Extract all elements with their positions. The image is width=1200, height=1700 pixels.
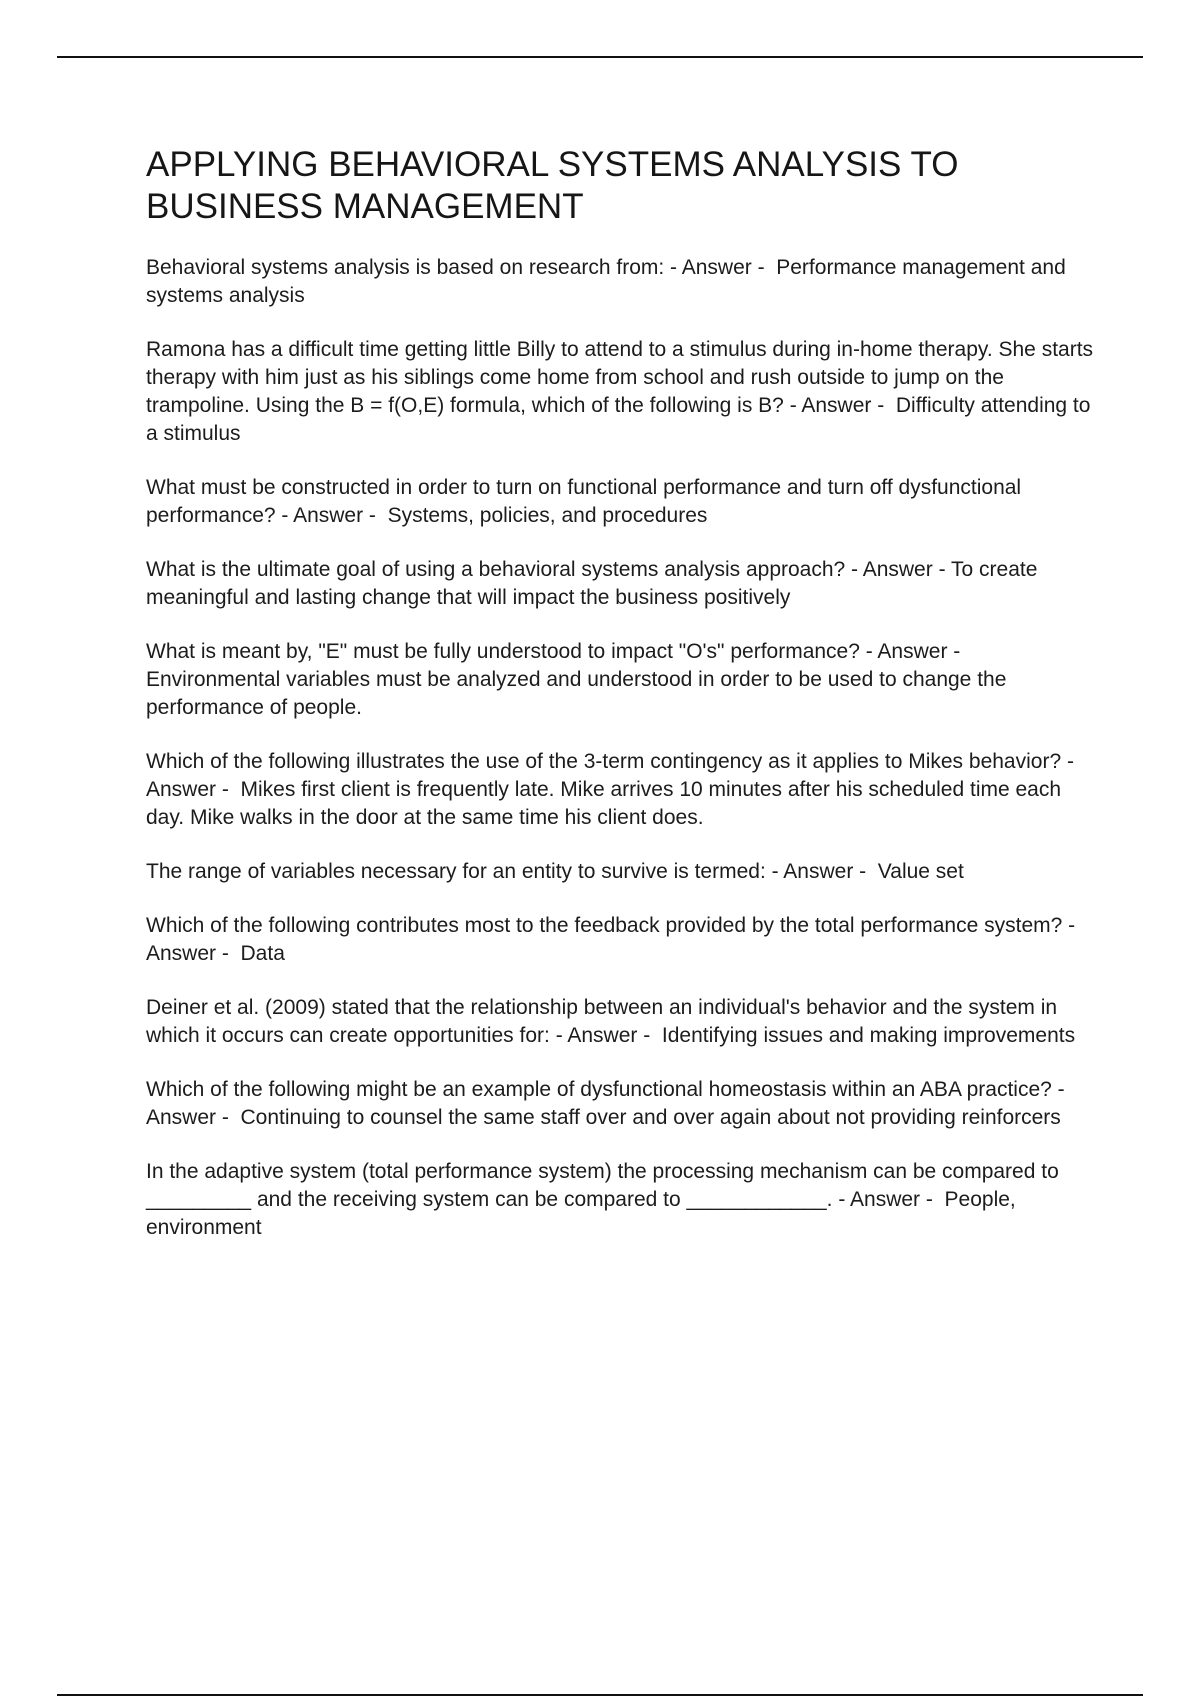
qa-item-1: Behavioral systems analysis is based on research from: - Answer - Performance management and systems analysis xyxy=(146,256,1072,307)
qa-item-7: The range of variables necessary for an entity to survive is termed: - Answer - Value set xyxy=(146,860,964,883)
qa-item-3: What must be constructed in order to turn on functional performance and turn off dysfunctional performance? - Answer - Systems, policies, and procedures xyxy=(146,476,1027,527)
qa-item-8: Which of the following contributes most to the feedback provided by the total performance system? - Answer - Data xyxy=(146,914,1080,965)
title-line-1: APPLYING BEHAVIORAL SYSTEMS ANALYSIS TO xyxy=(146,145,959,184)
qa-item-2: Ramona has a difficult time getting little Billy to attend to a stimulus during in-home therapy. She starts therapy with him just as his siblings come home from school and rush outside to jump on the trampoline. Using the B = f(O,E) formula, which of the following is B? - Answer - Difficulty attending to a stimulus xyxy=(146,338,1099,445)
qa-item-5: What is meant by, "E" must be fully understood to impact "O's" performance? - Answer - Environmental variables must be analyzed and understood in order to be used to change the performance of people. xyxy=(146,640,1013,719)
qa-item-9: Deiner et al. (2009) stated that the relationship between an individual's behavior and the system in which it occurs can create opportunities for: - Answer - Identifying issues and making improvements xyxy=(146,996,1076,1047)
top-rule xyxy=(57,56,1143,58)
qa-item-10: Which of the following might be an example of dysfunctional homeostasis within an ABA practice? - Answer - Continuing to counsel the same staff over and over again about not providing reinforcers xyxy=(146,1078,1070,1129)
document-body xyxy=(146,144,1099,1268)
document-title xyxy=(146,144,1096,228)
qa-item-4: What is the ultimate goal of using a behavioral systems analysis approach? - Answer - To create meaningful and lasting change that will impact the business positively xyxy=(146,558,1044,609)
title-line-2: BUSINESS MANAGEMENT xyxy=(146,187,584,226)
bottom-rule xyxy=(57,1694,1143,1696)
qa-item-11: In the adaptive system (total performance system) the processing mechanism can be compared to _________ and the receiving system can be compared to ____________. - Answer - People, environment xyxy=(146,1160,1065,1239)
qa-item-6: Which of the following illustrates the use of the 3-term contingency as it applies to Mikes behavior? - Answer - Mikes first client is frequently late. Mike arrives 10 minutes after his scheduled time each day. Mike walks in the door at the same time his client does. xyxy=(146,750,1079,829)
